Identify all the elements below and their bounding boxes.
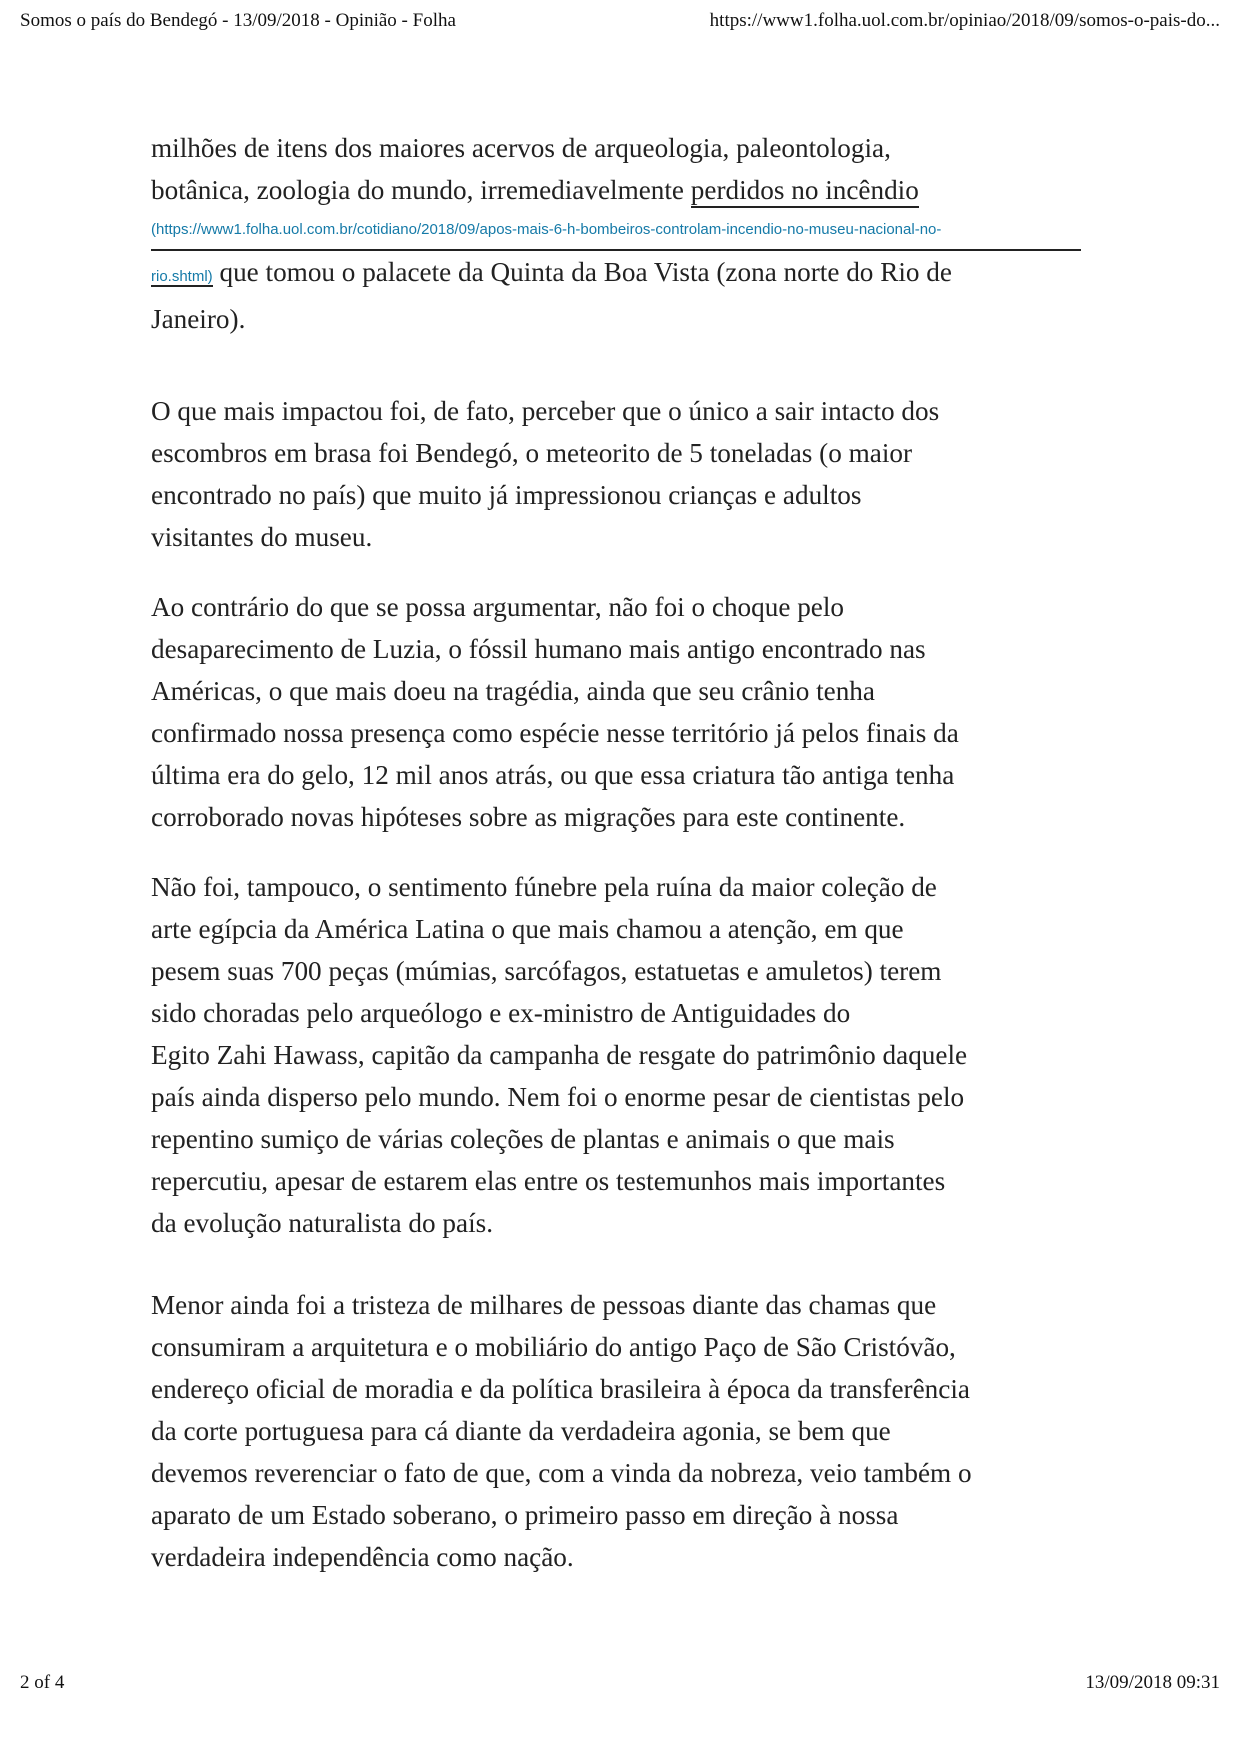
text-line: repentino sumiço de várias coleções de plantas e animais o que mais: [151, 1124, 895, 1154]
text-line: milhões de itens dos maiores acervos de arqueologia, paleontologia,: [151, 133, 891, 163]
article-link[interactable]: perdidos no incêndio: [691, 175, 919, 208]
text-line: arte egípcia da América Latina o que mais chamou a atenção, em que: [151, 914, 904, 944]
text-line: Ao contrário do que se possa argumentar, não foi o choque pelo: [151, 592, 845, 622]
text-line: corroborado novas hipóteses sobre as migrações para este continente.: [151, 802, 906, 832]
text-line: Não foi, tampouco, o sentimento fúnebre pela ruína da maior coleção de: [151, 872, 937, 902]
text-line: devemos reverenciar o fato de que, com a vinda da nobreza, veio também o: [151, 1458, 972, 1488]
text-line: última era do gelo, 12 mil anos atrás, ou que essa criatura tão antiga tenha: [151, 760, 955, 790]
text-line: consumiram a arquitetura e o mobiliário do antigo Paço de São Cristóvão,: [151, 1332, 956, 1362]
text-line: [151, 251, 1091, 298]
text-line: aparato de um Estado soberano, o primeiro passo em direção à nossa: [151, 1500, 899, 1530]
text-line: O que mais impactou foi, de fato, perceber que o único a sair intacto dos: [151, 396, 940, 426]
text-line: verdadeira independência como nação.: [151, 1542, 574, 1572]
paragraph: [151, 586, 1091, 838]
article-body: [151, 127, 1091, 1578]
text-line: pesem suas 700 peças (múmias, sarcófagos, estatuetas e amuletos) terem: [151, 956, 942, 986]
page-title: Somos o país do Bendegó - 13/09/2018 - Opinião - Folha: [20, 10, 456, 31]
paragraph: [151, 1284, 1091, 1578]
text-line: visitantes do museu.: [151, 522, 373, 552]
text-span: botânica, zoologia do mundo, irremediavelmente: [151, 175, 691, 205]
paragraph: [151, 127, 1091, 340]
text-line: endereço oficial de moradia e da política brasileira à época da transferência: [151, 1374, 970, 1404]
text-line: Janeiro).: [151, 304, 246, 334]
text-line: Américas, o que mais doeu na tragédia, ainda que seu crânio tenha: [151, 676, 875, 706]
text-line: Egito Zahi Hawass, capitão da campanha de resgate do patrimônio daquele: [151, 1040, 968, 1070]
page-number: 2 of 4: [20, 1672, 65, 1693]
page-url: https://www1.folha.uol.com.br/opiniao/2018/09/somos-o-pais-do...: [709, 10, 1220, 31]
text-line: confirmado nossa presença como espécie nesse território já pelos finais da: [151, 718, 959, 748]
paragraph: [151, 866, 1091, 1244]
text-line: escombros em brasa foi Bendegó, o meteorito de 5 toneladas (o maior: [151, 438, 913, 468]
text-line: desaparecimento de Luzia, o fóssil humano mais antigo encontrado nas: [151, 634, 926, 664]
text-line: [151, 169, 1091, 211]
paragraph: [151, 390, 1091, 558]
text-line: Menor ainda foi a tristeza de milhares de pessoas diante das chamas que: [151, 1290, 937, 1320]
text-span: que tomou o palacete da Quinta da Boa Vista (zona norte do Rio de: [212, 257, 952, 287]
text-line: país ainda disperso pelo mundo. Nem foi o enorme pesar de cientistas pelo: [151, 1082, 965, 1112]
text-line: repercutiu, apesar de estarem elas entre os testemunhos mais importantes: [151, 1166, 946, 1196]
link-url-continued[interactable]: rio.shtml): [151, 268, 213, 285]
text-line: da evolução naturalista do país.: [151, 1208, 493, 1238]
text-line: sido choradas pelo arqueólogo e ex-ministro de Antiguidades do: [151, 998, 851, 1028]
link-url[interactable]: (https://www1.folha.uol.com.br/cotidiano/2018/09/apos-mais-6-h-bombeiros-controlam-incendio-no-museu-nacional-no-: [151, 211, 1081, 251]
print-datetime: 13/09/2018 09:31: [1085, 1672, 1220, 1693]
text-line: encontrado no país) que muito já impressionou crianças e adultos: [151, 480, 862, 510]
text-line: da corte portuguesa para cá diante da verdadeira agonia, se bem que: [151, 1416, 891, 1446]
